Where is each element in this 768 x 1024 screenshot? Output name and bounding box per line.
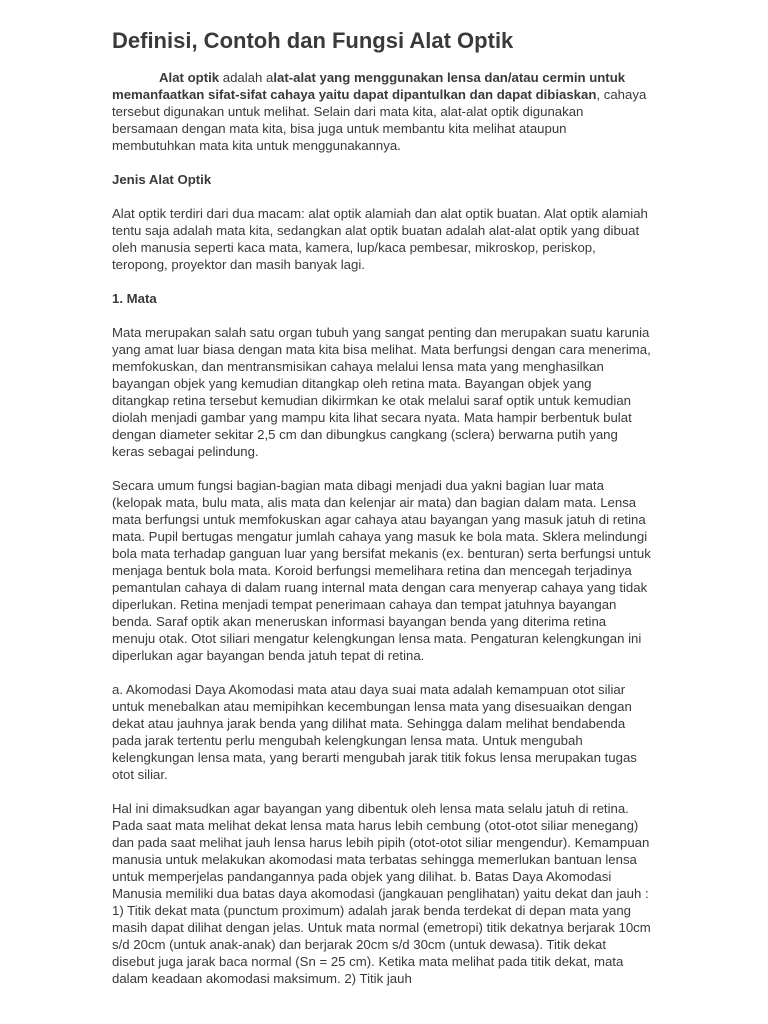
mata-paragraph-4: Hal ini dimaksudkan agar bayangan yang dibentuk oleh lensa mata selalu jatuh di retina. Pada saat mata melihat dekat lensa mata harus lebih cembung (otot-otot siliar menegang) dan pada saat melihat jauh lensa harus lebih pipih (otot-otot siliar mengendur). Kemampuan manusia untuk melakukan akomodasi mata terbatas sehingga memerlukan bantuan lensa untuk memperjelas pandangannya pada objek yang dilihat. b. Batas Daya Akomodasi Manusia memiliki dua batas daya akomodasi (jangkauan penglihatan) yaitu dekat dan jauh : 1) Titik dekat mata (punctum proximum) adalah jarak benda terdekat di depan mata yang masih dapat dilihat dengan jelas. Untuk mata normal (emetropi) titik dekatnya berjarak 10cm s/d 20cm (untuk anak-anak) dan berjarak 20cm s/d 30cm (untuk dewasa). Titik dekat disebut juga jarak baca normal (Sn = 25 cm). Ketika mata melihat pada titik dekat, mata dalam keadaan akomodasi maksimum. 2) Titik jauh bbox=[112, 801, 651, 986]
intro-paragraph bbox=[112, 69, 652, 154]
section-heading-mata: 1. Mata bbox=[112, 291, 157, 306]
intro-connector: adalah a bbox=[219, 70, 274, 85]
jenis-paragraph: Alat optik terdiri dari dua macam: alat optik alamiah dan alat optik buatan. Alat optik alamiah tentu saja adalah mata kita, sedangkan alat optik buatan adalah alat-alat optik yang dibuat oleh manusia seperti kaca mata, kamera, lup/kaca pembesar, mikroskop, periskop, teropong, proyektor dan masih banyak lagi. bbox=[112, 206, 648, 272]
mata-paragraph-1: Mata merupakan salah satu organ tubuh yang sangat penting dan merupakan suatu karunia yang amat luar biasa dengan mata kita bisa melihat. Mata berfungsi dengan cara menerima, memfokuskan, dan mentransmisikan cahaya melalui lensa mata yang menghasilkan bayangan objek yang kemudian ditangkap oleh retina mata. Bayangan objek yang ditangkap retina tersebut kemudian dikirmkan ke otak melalui saraf optik untuk kemudian diolah menjadi gambar yang mampu kita lihat secara nyata. Mata hampir berbentuk bulat dengan diameter sekitar 2,5 cm dan dibungkus cangkang (sclera) berwarna putih yang keras sebagai pelindung. bbox=[112, 325, 651, 459]
intro-definition: lat-alat yang menggunakan lensa dan/atau cermin untuk memanfaatkan sifat-sifat cahaya yaitu dapat dipantulkan dan dapat dibiaskan bbox=[112, 70, 626, 102]
mata-paragraph-3: a. Akomodasi Daya Akomodasi mata atau daya suai mata adalah kemampuan otot siliar untuk menebalkan atau memipihkan kecembungan lensa mata yang disesuaikan dengan dekat atau jauhnya jarak benda yang dilihat mata. Sehingga dalam melihat bendabenda pada jarak tertentu perlu mengubah kelengkungan lensa mata. Untuk mengubah kelengkungan lensa mata, yang berarti mengubah jarak titik fokus lensa merupakan tugas otot siliar. bbox=[112, 682, 637, 782]
mata-paragraph-2: Secara umum fungsi bagian-bagian mata dibagi menjadi dua yakni bagian luar mata (kelopak mata, bulu mata, alis mata dan kelenjar air mata) dan bagian dalam mata. Lensa mata berfungsi untuk memfokuskan agar cahaya atau bayangan yang masuk jatuh di retina mata. Pupil bertugas mengatur jumlah cahaya yang masuk ke bola mata. Sklera melindungi bola mata terhadap ganguan luar yang bersifat mekanis (ex. benturan) serta berfungsi untuk menjaga bentuk bola mata. Koroid berfungsi memelihara retina dan mencegah terjadinya pemantulan cahaya di dalam ruang internal mata dengan cara menyerap cahaya yang tidak diperlukan. Retina menjadi tempat penerimaan cahaya dan tempat jatuhnya bayangan benda. Saraf optik akan meneruskan informasi bayangan benda yang diterima retina menuju otak. Otot siliari mengatur kelengkungan lensa mata. Pengaturan kelengkungan ini diperlukan agar bayangan benda jatuh tepat di retina. bbox=[112, 478, 651, 663]
document-body bbox=[112, 69, 652, 987]
page-title: Definisi, Contoh dan Fungsi Alat Optik bbox=[112, 28, 514, 53]
intro-rest: , cahaya tersebut digunakan untuk melihat. Selain dari mata kita, alat-alat optik digunakan bersamaan dengan mata kita, bisa juga untuk membantu kita melihat ataupun membutuhkan mata kita untuk menggunakannya. bbox=[112, 87, 647, 153]
section-heading-jenis: Jenis Alat Optik bbox=[112, 172, 212, 187]
intro-term: Alat optik bbox=[159, 70, 220, 85]
